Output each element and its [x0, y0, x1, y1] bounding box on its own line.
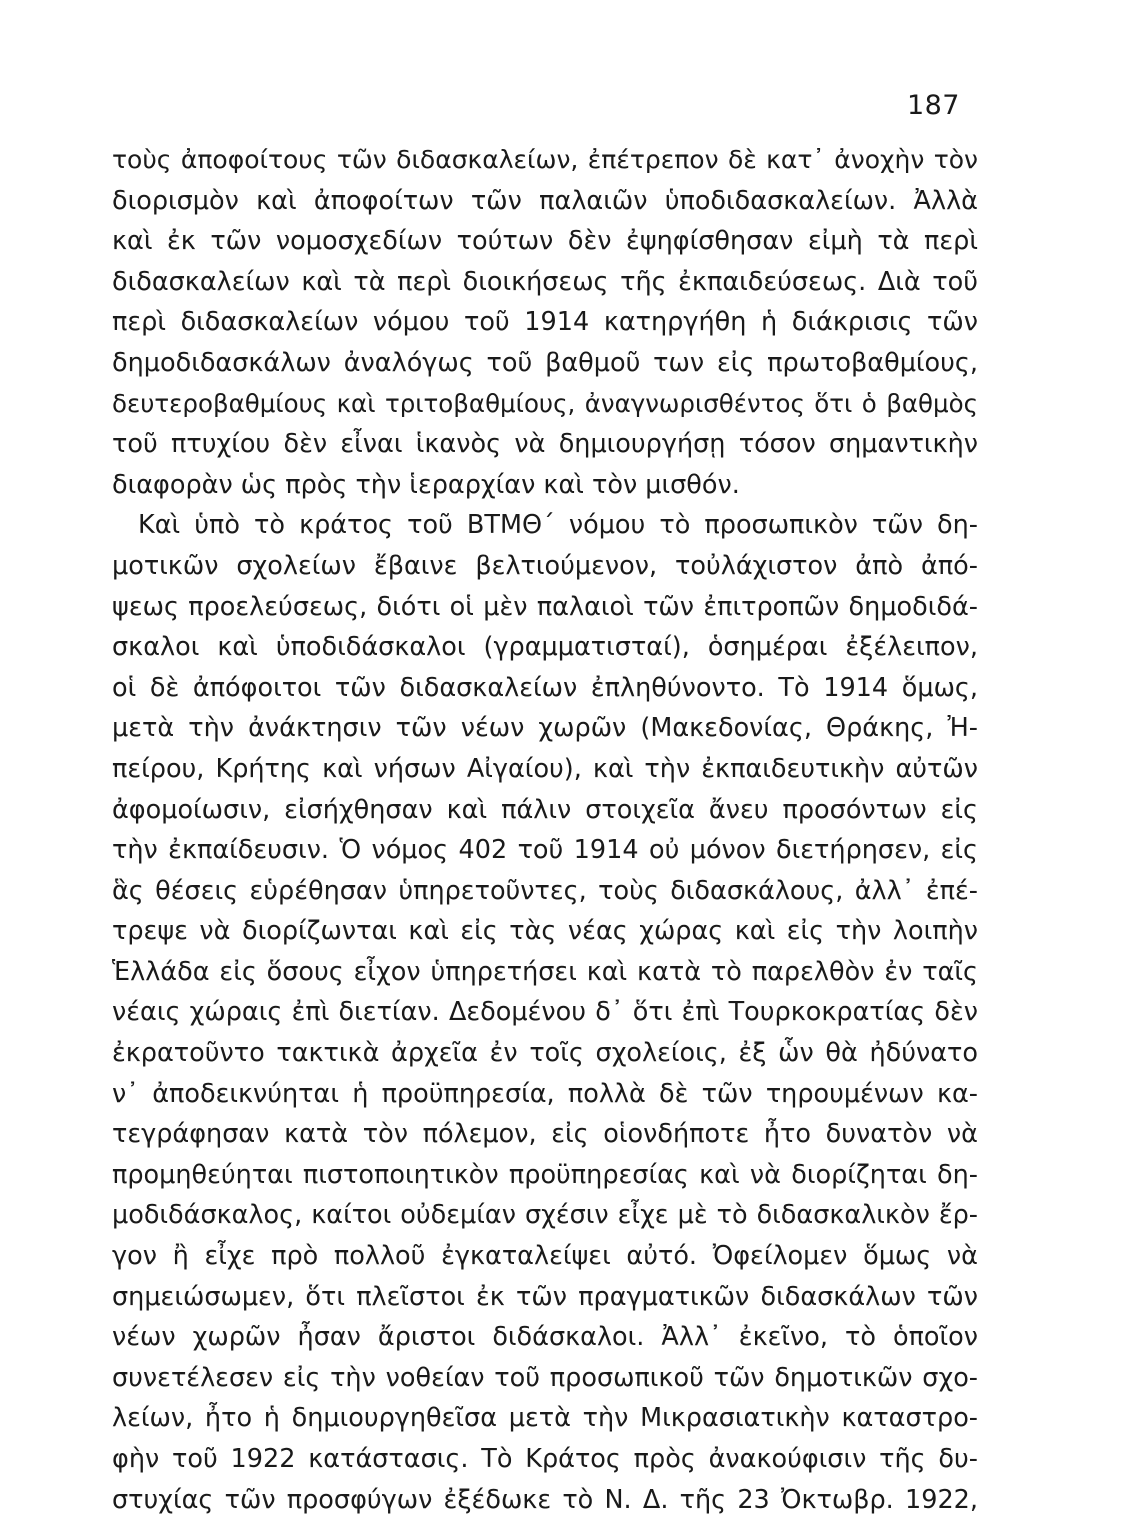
paragraph-end-line: διαφορὰν ὡς πρὸς τὴν ἱεραρχίαν καὶ τὸν μισθόν.: [112, 469, 740, 500]
text-line: τρεψε νὰ διορίζωνται καὶ εἰς τὰς νέας χώρας καὶ εἰς τὴν λοιπὴν: [112, 916, 978, 947]
text-line: σκαλοι καὶ ὑποδιδάσκαλοι (γραμματισταί), ὁσημέραι ἐξέλειπον,: [112, 632, 978, 663]
text-line: ἃς θέσεις εὑρέθησαν ὑπηρετοῦντες, τοὺς διδασκάλους, ἀλλ᾽ ἐπέ-: [112, 875, 978, 906]
text-line: οἱ δὲ ἀπόφοιτοι τῶν διδασκαλείων ἐπληθύνοντο. Τὸ 1914 ὅμως,: [112, 672, 978, 703]
page-number: 187: [906, 90, 960, 121]
text-line: μοδιδάσκαλος, καίτοι οὐδεμίαν σχέσιν εἶχε μὲ τὸ διδασκαλικὸν ἔρ-: [112, 1200, 978, 1231]
text-line: τοῦ πτυχίου δὲν εἶναι ἱκανὸς νὰ δημιουργήσῃ τόσον σημαντικὴν: [112, 429, 978, 460]
text-line: σημειώσωμεν, ὅτι πλεῖστοι ἐκ τῶν πραγματικῶν διδασκάλων τῶν: [112, 1281, 978, 1312]
text-line: πείρου, Κρήτης καὶ νήσων Αἰγαίου), καὶ τὴν ἐκπαιδευτικὴν αὐτῶν: [112, 753, 978, 784]
text-line: Ἑλλάδα εἰς ὅσους εἶχον ὑπηρετήσει καὶ κατὰ τὸ παρελθὸν ἐν ταῖς: [112, 956, 978, 987]
text-line: ἀφομοίωσιν, εἰσήχθησαν καὶ πάλιν στοιχεῖα ἄνευ προσόντων εἰς: [112, 794, 978, 825]
text-line: καὶ ἐκ τῶν νομοσχεδίων τούτων δὲν ἐψηφίσθησαν εἰμὴ τὰ περὶ: [112, 226, 978, 257]
text-line: ν᾽ ἀποδεικνύηται ἡ προϋπηρεσία, πολλὰ δὲ τῶν τηρουμένων κα-: [112, 1078, 978, 1109]
text-line: λείων, ἦτο ἡ δημιουργηθεῖσα μετὰ τὴν Μικρασιατικὴν καταστρο-: [112, 1403, 978, 1434]
text-line: ψεως προελεύσεως, διότι οἱ μὲν παλαιοὶ τῶν ἐπιτροπῶν δημοδιδά-: [112, 591, 978, 622]
text-line: νέων χωρῶν ἦσαν ἄριστοι διδάσκαλοι. Ἀλλ᾽ ἐκεῖνο, τὸ ὁποῖον: [112, 1322, 978, 1353]
text-line: τοὺς ἀποφοίτους τῶν διδασκαλείων, ἐπέτρεπον δὲ κατ᾽ ἀνοχὴν τὸν: [112, 145, 978, 174]
text-line: διδασκαλείων καὶ τὰ περὶ διοικήσεως τῆς ἐκπαιδεύσεως. Διὰ τοῦ: [112, 266, 978, 297]
text-line: δευτεροβαθμίους καὶ τριτοβαθμίους, ἀναγνωρισθέντος ὅτι ὁ βαθμὸς: [112, 388, 978, 418]
text-line: συνετέλεσεν εἰς τὴν νοθείαν τοῦ προσωπικοῦ τῶν δημοτικῶν σχο-: [112, 1362, 978, 1393]
text-line: γον ἢ εἶχε πρὸ πολλοῦ ἐγκαταλείψει αὐτό. Ὀφείλομεν ὅμως νὰ: [112, 1241, 978, 1272]
text-line: μετὰ τὴν ἀνάκτησιν τῶν νέων χωρῶν (Μακεδονίας, Θράκης, Ἠ-: [112, 713, 978, 744]
body-text: [112, 140, 978, 1520]
text-line: ἐκρατοῦντο τακτικὰ ἀρχεῖα ἐν τοῖς σχολείοις, ἐξ ὧν θὰ ἠδύνατο: [112, 1038, 978, 1069]
text-line: περὶ διδασκαλείων νόμου τοῦ 1914 κατηργήθη ἡ διάκρισις τῶν: [112, 307, 978, 338]
text-line: μοτικῶν σχολείων ἔβαινε βελτιούμενον, τοὐλάχιστον ἀπὸ ἀπό-: [112, 550, 978, 581]
text-line: δημοδιδασκάλων ἀναλόγως τοῦ βαθμοῦ των εἰς πρωτοβαθμίους,: [112, 347, 978, 378]
paragraph-start-line: Καὶ ὑπὸ τὸ κράτος τοῦ ΒΤΜΘ΄ νόμου τὸ προσωπικὸν τῶν δη-: [138, 510, 978, 541]
text-line: διορισμὸν καὶ ἀποφοίτων τῶν παλαιῶν ὑποδιδασκαλείων. Ἀλλὰ: [112, 185, 978, 216]
text-line: τεγράφησαν κατὰ τὸν πόλεμον, εἰς οἱονδήποτε ἦτο δυνατὸν νὰ: [112, 1119, 978, 1150]
text-line: προμηθεύηται πιστοποιητικὸν προϋπηρεσίας καὶ νὰ διορίζηται δη-: [112, 1159, 978, 1190]
text-line: φὴν τοῦ 1922 κατάστασις. Τὸ Κράτος πρὸς ἀνακούφισιν τῆς δυ-: [112, 1444, 978, 1474]
text-line: νέαις χώραις ἐπὶ διετίαν. Δεδομένου δ᾽ ὅτι ἐπὶ Τουρκοκρατίας δὲν: [112, 997, 978, 1028]
text-line: στυχίας τῶν προσφύγων ἐξέδωκε τὸ Ν. Δ. τῆς 23 Ὀκτωβρ. 1922,: [112, 1484, 978, 1515]
text-line: τὴν ἐκπαίδευσιν. Ὁ νόμος 402 τοῦ 1914 οὐ μόνον διετήρησεν, εἰς: [112, 835, 978, 866]
